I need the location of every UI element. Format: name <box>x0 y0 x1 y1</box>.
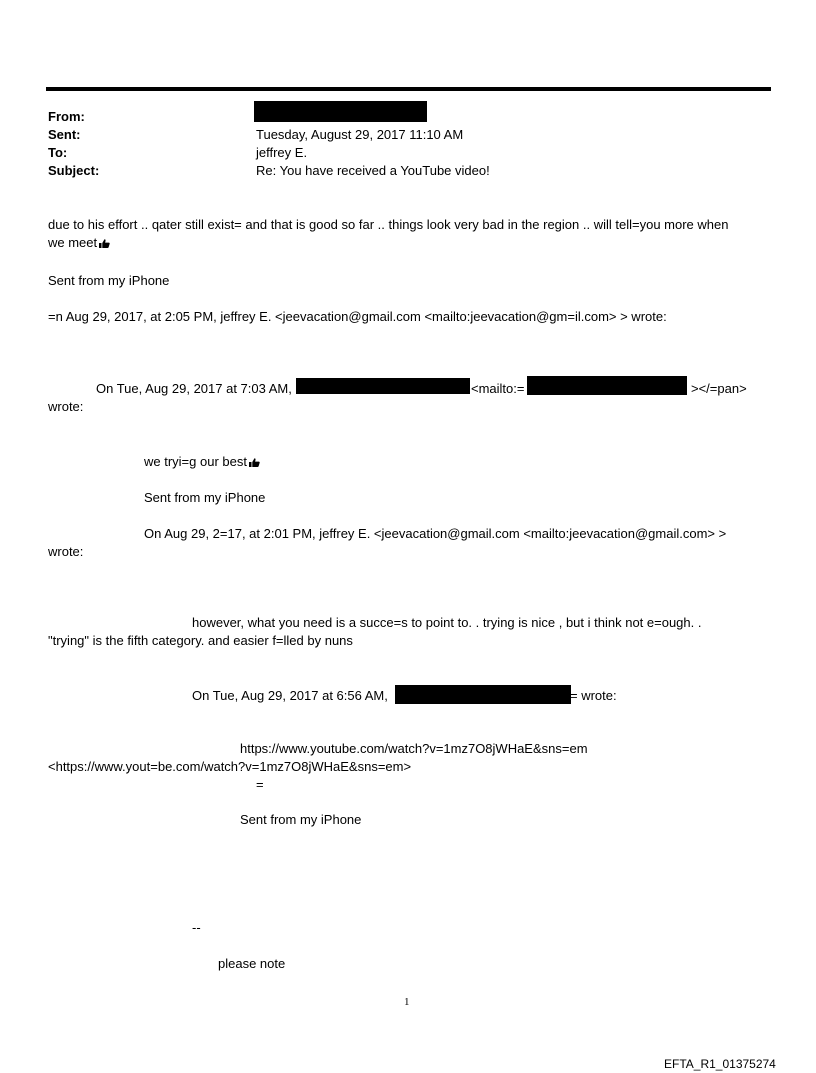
quoted-header-2-start: On Tue, Aug 29, 2017 at 7:03 AM, <box>96 381 292 396</box>
quoted-header-2-mailto: <mailto:= <box>471 381 525 396</box>
redaction-name-4 <box>395 685 571 704</box>
sent-from-iphone-1: Sent from my iPhone <box>48 273 170 288</box>
to-label: To: <box>48 145 68 160</box>
document-id: EFTA_R1_01375274 <box>664 1057 776 1071</box>
reply-3-line-2: "trying" is the fifth category. and easier f=lled by nuns <box>48 633 353 648</box>
sent-from-iphone-2: Sent from my iPhone <box>144 490 266 505</box>
quoted-header-4-end: = wrote: <box>570 688 617 703</box>
quoted-header-3: On Aug 29, 2=17, at 2:01 PM, jeffrey E. <jeevacation@gmail.com <mailto:jeevacation@gmail.com> > <box>144 526 727 541</box>
to-value: jeffrey E. <box>256 145 308 160</box>
redaction-email-2 <box>527 376 687 395</box>
redaction-name-2 <box>296 378 470 394</box>
body-line-2-text: we meet <box>48 235 98 250</box>
thumbs-up-icon <box>249 458 260 467</box>
quoted-header-2-wrote: wrote: <box>48 399 84 414</box>
body-line-1: due to his effort .. qater still exist= and that is good so far .. things look very bad in the region .. will tell=you more when <box>48 217 729 232</box>
sent-value: Tuesday, August 29, 2017 11:10 AM <box>256 127 464 142</box>
soft-break-equals: = <box>256 777 264 792</box>
from-label: From: <box>48 109 85 124</box>
reply-2 <box>144 454 260 469</box>
subject-label: Subject: <box>48 163 100 178</box>
sent-from-iphone-3: Sent from my iPhone <box>240 812 362 827</box>
quoted-header-2-end: ></=pan> <box>691 381 747 396</box>
reply-2-text: we tryi=g our best <box>144 454 247 469</box>
thumbs-up-icon <box>99 239 110 248</box>
quoted-header-1: =n Aug 29, 2017, at 2:05 PM, jeffrey E. <jeevacation@gmail.com <mailto:jeevacation@gm=il.com> > wrote: <box>48 309 667 324</box>
quoted-header-3-wrote: wrote: <box>48 544 84 559</box>
sent-label: Sent: <box>48 127 81 142</box>
youtube-link-alt[interactable]: <https://www.yout=be.com/watch?v=1mz7O8jWHaE&sns=em> <box>48 759 412 774</box>
quoted-header-4-start: On Tue, Aug 29, 2017 at 6:56 AM, <box>192 688 388 703</box>
reply-3-line-1: however, what you need is a succe=s to point to. . trying is nice , but i think not e=ough. . <box>192 615 702 630</box>
subject-value: Re: You have received a YouTube video! <box>256 163 490 178</box>
signature-separator: -- <box>192 920 201 935</box>
header-rule <box>46 87 771 91</box>
youtube-link[interactable]: https://www.youtube.com/watch?v=1mz7O8jWHaE&sns=em <box>240 741 588 756</box>
page-number: 1 <box>404 996 410 1008</box>
redaction-from <box>254 101 427 122</box>
body-line-2 <box>48 235 110 250</box>
please-note-text: please note <box>218 956 286 971</box>
